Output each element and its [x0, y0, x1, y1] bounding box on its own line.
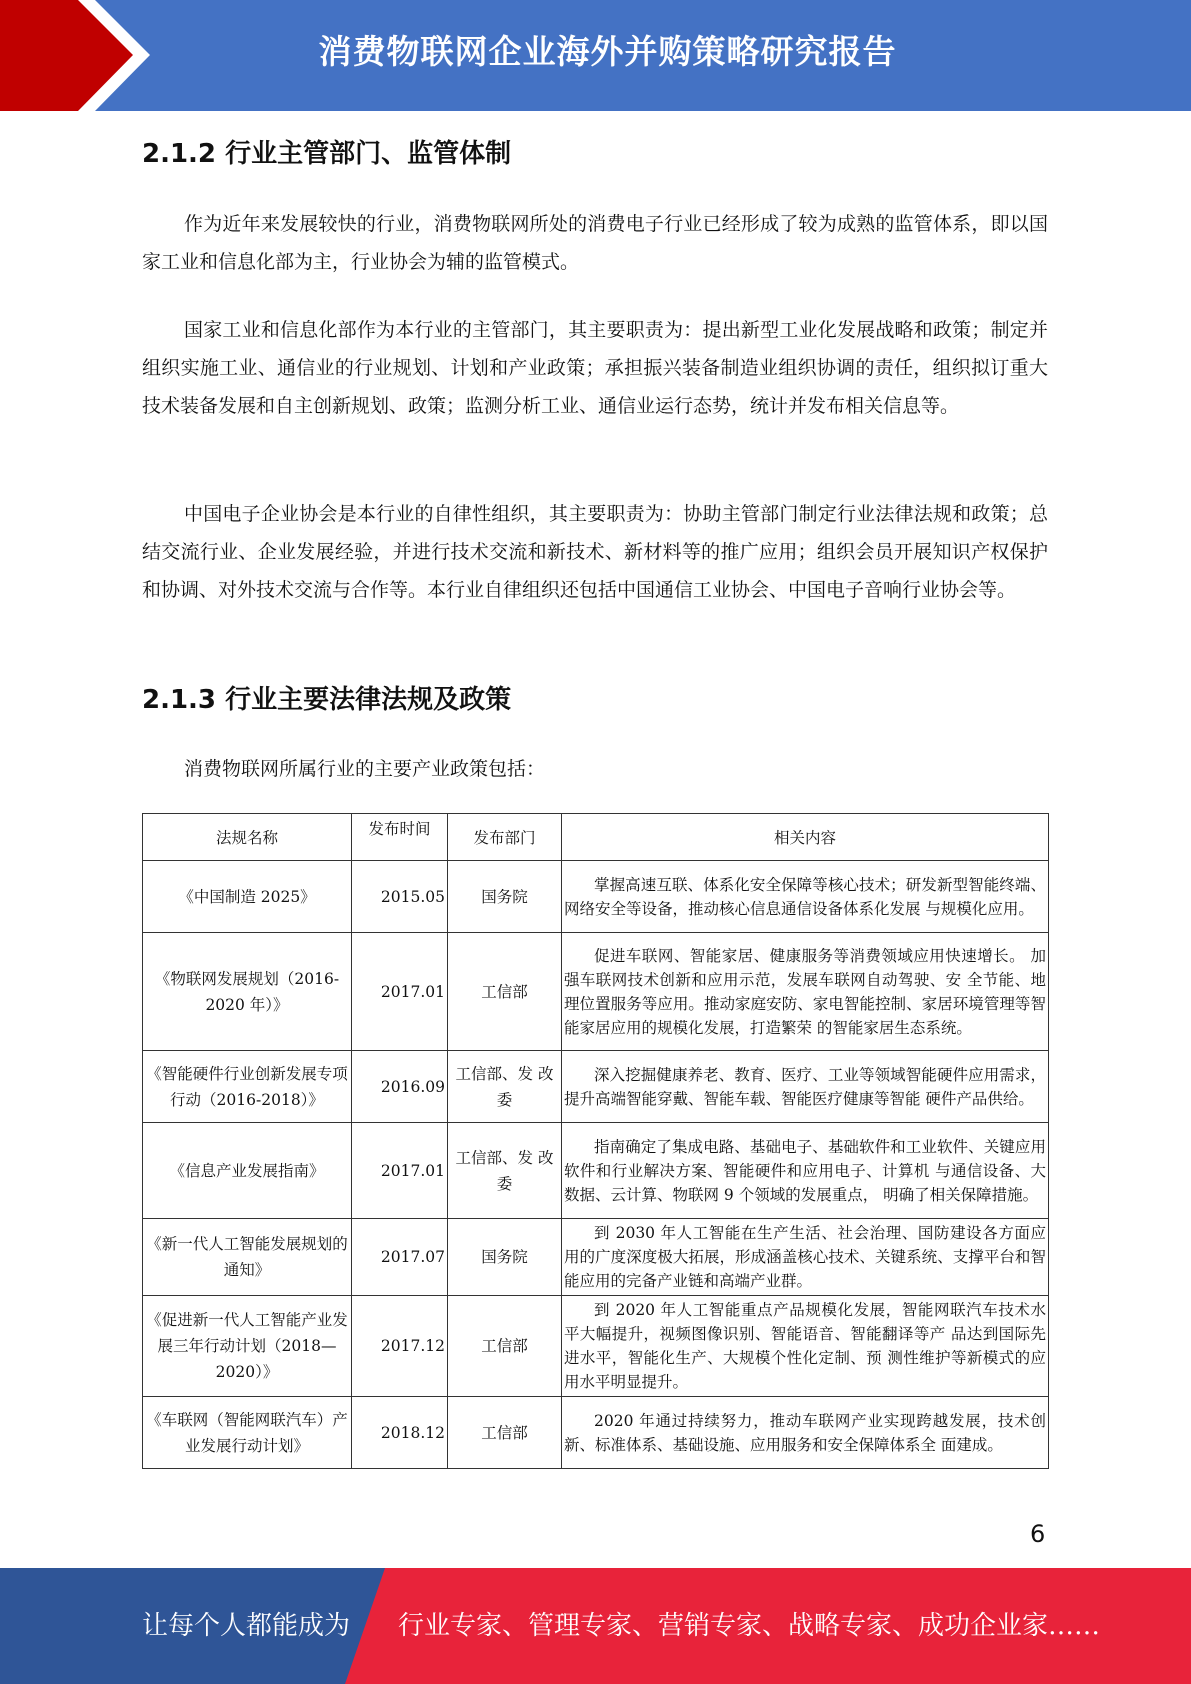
header-banner [0, 0, 1191, 111]
header-content: 相关内容 [562, 814, 1049, 861]
cell-dept: 国务院 [448, 1219, 562, 1296]
cell-content: 到 2030 年人工智能在生产生活、社会治理、国防建设各方面应用的广度深度极大拓展，形成涵盖核心技术、关键系统、支撑平台和智能应用的完备产业链和高端产业群。 [562, 1219, 1049, 1296]
cell-date: 2017.01 [352, 933, 448, 1051]
section-heading-2-1-2: 2.1.2 行业主管部门、监管体制 [142, 139, 512, 169]
table-intro-text: 消费物联网所属行业的主要产业政策包括： [184, 758, 546, 780]
cell-name: 《物联网发展规划（2016-2020 年）》 [143, 933, 352, 1051]
cell-content: 指南确定了集成电路、基础电子、基础软件和工业软件、关键应用软件和行业解决方案、智能硬件和应用电子、计算机 与通信设备、大数据、云计算、物联网 9 个领域的发展重点， 明确了相关保障措施。 [562, 1123, 1049, 1219]
table-row [143, 1397, 1049, 1469]
cell-name: 《智能硬件行业创新发展专项行动（2016-2018）》 [143, 1051, 352, 1123]
cell-name: 《新一代人工智能发展规划的通知》 [143, 1219, 352, 1296]
policy-table [142, 813, 1049, 1469]
cell-dept: 工信部、发 改委 [448, 1123, 562, 1219]
table-row [143, 861, 1049, 933]
header-name: 法规名称 [143, 814, 352, 861]
cell-date: 2018.12 [352, 1397, 448, 1469]
header-dept: 发布部门 [448, 814, 562, 861]
cell-content: 促进车联网、智能家居、健康服务等消费领域应用快速增长。 加强车联网技术创新和应用示范，发展车联网自动驾驶、安 全节能、地理位置服务等应用。推动家庭安防、家电智能控制、家居环境管理等智能家居应用的规模化发展，打造繁荣 的智能家居生态系统。 [562, 933, 1049, 1051]
table-row [143, 1296, 1049, 1397]
footer-banner [0, 1568, 1191, 1684]
cell-dept: 工信部 [448, 1296, 562, 1397]
table-row [143, 1219, 1049, 1296]
table-row [143, 933, 1049, 1051]
section-heading-2-1-3: 2.1.3 行业主要法律法规及政策 [142, 685, 512, 715]
cell-dept: 工信部 [448, 933, 562, 1051]
cell-name: 《促进新一代人工智能产业发展三年行动计划（2018—2020）》 [143, 1296, 352, 1397]
cell-dept: 国务院 [448, 861, 562, 933]
paragraph-1: 作为近年来发展较快的行业，消费物联网所处的消费电子行业已经形成了较为成熟的监管体系，即以国家工业和信息化部为主，行业协会为辅的监管模式。 [142, 213, 1048, 273]
cell-content: 2020 年通过持续努力，推动车联网产业实现跨越发展，技术创新、标准体系、基础设施、应用服务和安全保障体系全 面建成。 [562, 1397, 1049, 1469]
table-header-row [143, 814, 1049, 861]
cell-date: 2017.01 [352, 1123, 448, 1219]
cell-dept: 工信部 [448, 1397, 562, 1469]
cell-content: 到 2020 年人工智能重点产品规模化发展，智能网联汽车技术水平大幅提升，视频图像识别、智能语音、智能翻译等产 品达到国际先进水平，智能化生产、大规模个性化定制、预 测性维护等新模式的应用水平明显提升。 [562, 1296, 1049, 1397]
cell-content: 深入挖掘健康养老、教育、医疗、工业等领域智能硬件应用需求，提升高端智能穿戴、智能车载、智能医疗健康等智能 硬件产品供给。 [562, 1051, 1049, 1123]
cell-date: 2017.07 [352, 1219, 448, 1296]
report-title: 消费物联网企业海外并购策略研究报告 [318, 32, 897, 71]
page-number: 6 [1030, 1520, 1046, 1548]
table-row [143, 1051, 1049, 1123]
cell-date: 2016.09 [352, 1051, 448, 1123]
paragraph-3: 中国电子企业协会是本行业的自律性组织，其主要职责为：协助主管部门制定行业法律法规和政策；总结交流行业、企业发展经验，并进行技术交流和新技术、新材料等的推广应用；组织会员开展知识产权保护和协调、对外技术交流与合作等。本行业自律组织还包括中国通信工业协会、中国电子音响行业协会等。 [142, 503, 1048, 601]
paragraph-2: 国家工业和信息化部作为本行业的主管部门，其主要职责为：提出新型工业化发展战略和政策；制定并组织实施工业、通信业的行业规划、计划和产业政策；承担振兴装备制造业组织协调的责任，组织拟订重大技术装备发展和自主创新规划、政策；监测分析工业、通信业运行态势，统计并发布相关信息等。 [142, 319, 1048, 417]
cell-date: 2015.05 [352, 861, 448, 933]
cell-name: 《信息产业发展指南》 [143, 1123, 352, 1219]
table-row [143, 1123, 1049, 1219]
cell-name: 《中国制造 2025》 [143, 861, 352, 933]
cell-date: 2017.12 [352, 1296, 448, 1397]
cell-dept: 工信部、发 改委 [448, 1051, 562, 1123]
footer-slogan-left: 让每个人都能成为 [142, 1611, 351, 1641]
cell-name: 《车联网（智能网联汽车）产业发展行动计划》 [143, 1397, 352, 1469]
footer-slogan-right: 行业专家、管理专家、营销专家、战略专家、成功企业家…… [398, 1611, 1101, 1641]
cell-content: 掌握高速互联、体系化安全保障等核心技术；研发新型智能终端、网络安全等设备，推动核心信息通信设备体系化发展 与规模化应用。 [562, 861, 1049, 933]
header-date: 发布时间 [352, 814, 448, 861]
